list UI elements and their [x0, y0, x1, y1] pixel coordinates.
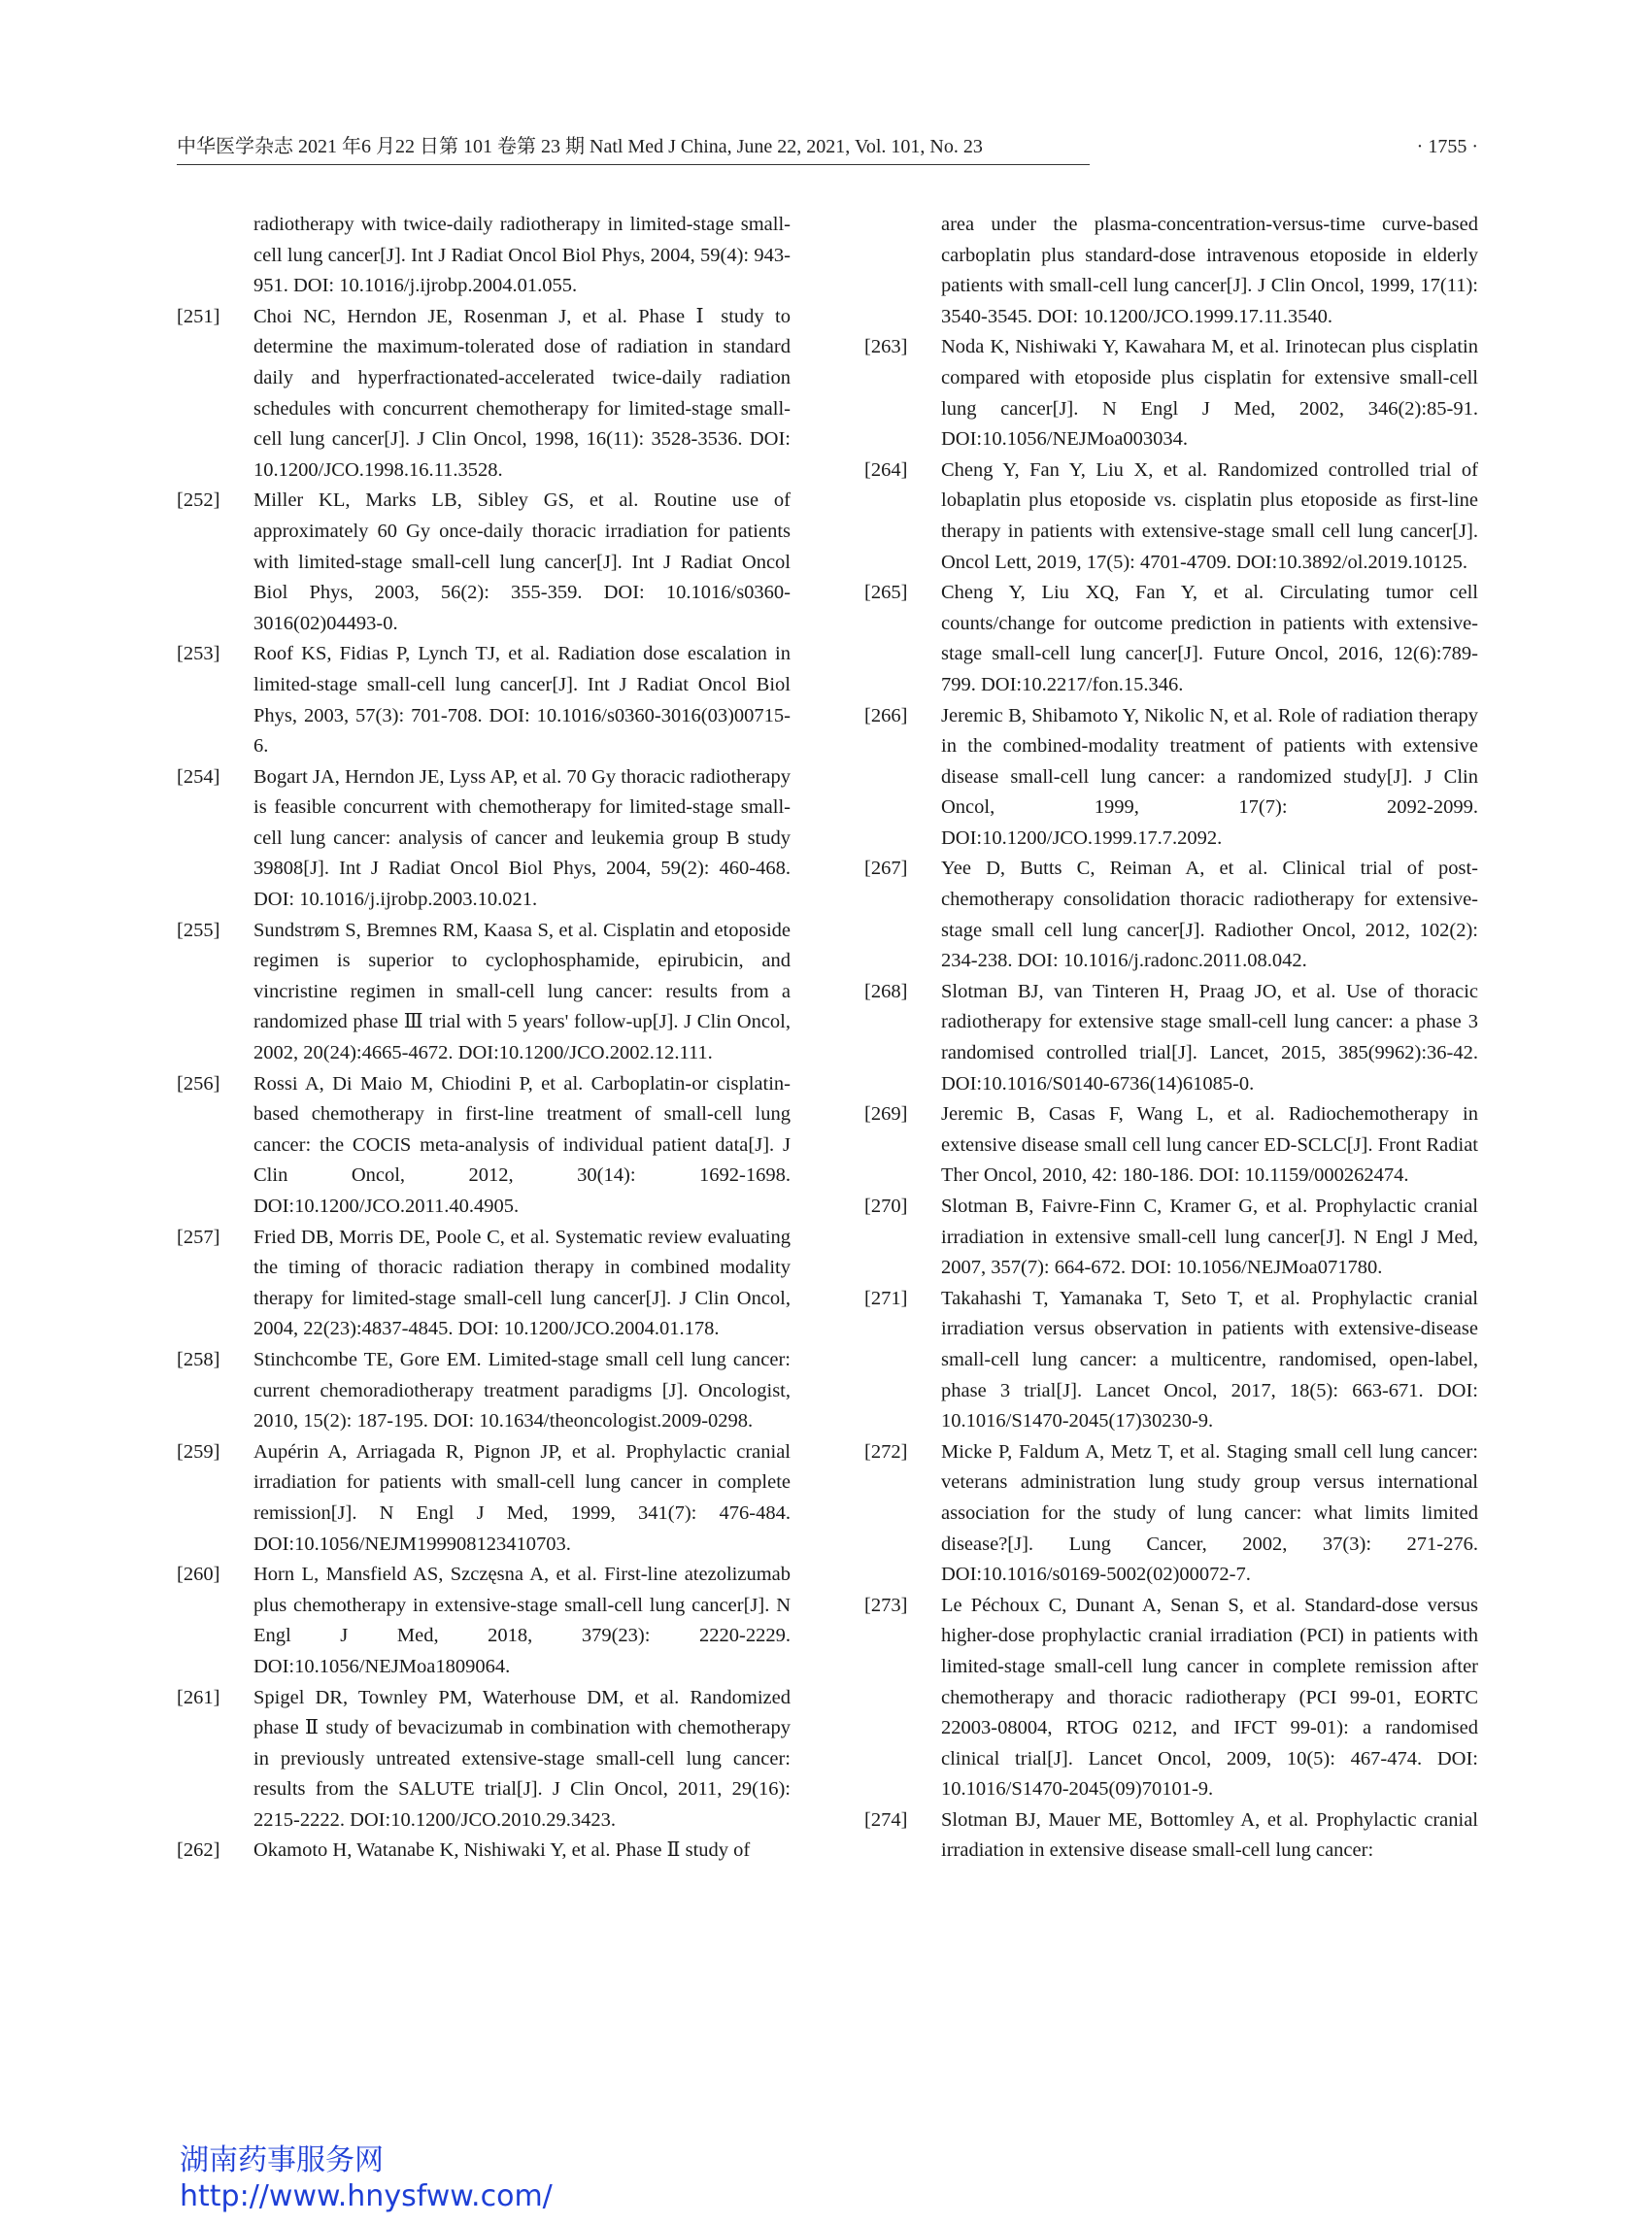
watermark-site-name: 湖南药事服务网: [180, 2143, 384, 2177]
reference-text: Aupérin A, Arriagada R, Pignon JP, et al. Prophylactic cranial irradiation for patients with small-cell lung cancer in complete remission[J]. N Engl J Med, 1999, 341(7): 476-484. DOI:10.1056/NEJM199908123410703.: [253, 1440, 791, 1555]
reference-entry: [864, 854, 1478, 976]
reference-text: Rossi A, Di Maio M, Chiodini P, et al. Carboplatin-or cisplatin-based chemotherapy in first-line treatment of small-cell lung cancer: the COCIS meta-analysis of individual patient data[J]. J Clin Oncol, 2012, 30(14): 1692-1698. DOI:10.1200/JCO.2011.40.4905.: [253, 1072, 791, 1217]
reference-number: [254]: [177, 765, 220, 788]
reference-text: Bogart JA, Herndon JE, Lyss AP, et al. 70 Gy thoracic radiotherapy is feasible concurrent with chemotherapy for limited-stage small-cell lung cancer: analysis of cancer and leukemia group B study 39808[J]. Int J Radiat Oncol Biol Phys, 2004, 59(2): 460-468. DOI: 10.1016/j.ijrobp.2003.10.021.: [253, 765, 791, 911]
reference-entry: [864, 1591, 1478, 1805]
right-reference-column: [864, 210, 1478, 1867]
reference-text: Slotman BJ, Mauer ME, Bottomley A, et al. Prophylactic cranial irradiation in extensive disease small-cell lung cancer:: [941, 1808, 1478, 1862]
reference-text: Jeremic B, Shibamoto Y, Nikolic N, et al. Role of radiation therapy in the combined-modality treatment of patients with extensive disease small-cell lung cancer: a randomized study[J]. J Clin Oncol, 1999, 17(7): 2092-2099. DOI:10.1200/JCO.1999.17.7.2092.: [941, 704, 1478, 849]
reference-text: Cheng Y, Liu XQ, Fan Y, et al. Circulating tumor cell counts/change for outcome prediction in patients with extensive-stage small-cell lung cancer[J]. Future Oncol, 2016, 12(6):789-799. DOI:10.2217/fon.15.346.: [941, 582, 1478, 695]
reference-text: Yee D, Butts C, Reiman A, et al. Clinical trial of post-chemotherapy consolidation thoracic radiotherapy for extensive-stage small cell lung cancer[J]. Radiother Oncol, 2012, 102(2): 234-238. DOI: 10.1016/j.radonc.2011.08.042.: [941, 858, 1478, 972]
reference-entry: [177, 1437, 791, 1560]
reference-entry: [864, 1284, 1478, 1437]
reference-number: [261]: [177, 1686, 220, 1708]
reference-number: [270]: [864, 1196, 908, 1217]
reference-number: [268]: [864, 980, 908, 1002]
reference-text: Okamoto H, Watanabe K, Nishiwaki Y, et al. Phase Ⅱ study of: [253, 1839, 751, 1862]
reference-entry: [177, 210, 791, 302]
reference-number: [260]: [177, 1564, 220, 1586]
reference-text: Takahashi T, Yamanaka T, Seto T, et al. Prophylactic cranial irradiation versus observation in patients with extensive-disease small-cell lung cancer: a multicentre, randomised, open-label, phase 3 trial[J]. Lancet Oncol, 2017, 18(5): 663-671. DOI: 10.1016/S1470-2045(17)30230-9.: [941, 1287, 1478, 1433]
reference-entry: [864, 578, 1478, 700]
reference-text: Fried DB, Morris DE, Poole C, et al. Systematic review evaluating the timing of thoracic radiation therapy in combined modality therapy for limited-stage small-cell lung cancer[J]. J Clin Oncol, 2004, 22(23):4837-4845. DOI: 10.1200/JCO.2004.01.178.: [253, 1226, 791, 1340]
reference-entry: [177, 1683, 791, 1837]
reference-entry: [864, 1437, 1478, 1591]
reference-number: [257]: [177, 1226, 220, 1248]
reference-entry: [864, 455, 1478, 578]
reference-number: [267]: [864, 858, 908, 880]
reference-text: Spigel DR, Townley PM, Waterhouse DM, et al. Randomized phase Ⅱ study of bevacizumab in combination with chemotherapy in previously untreated extensive-stage small-cell lung cancer: results from the SALUTE trial[J]. J Clin Oncol, 2011, 29(16): 2215-2222. DOI:10.1200/JCO.2010.29.3423.: [253, 1686, 791, 1831]
reference-text: Miller KL, Marks LB, Sibley GS, et al. Routine use of approximately 60 Gy once-daily thoracic irradiation for patients with limited-stage small-cell lung cancer[J]. Int J Radiat Oncol Biol Phys, 2003, 56(2): 355-359. DOI: 10.1016/s0360-3016(02)04493-0.: [253, 489, 791, 634]
reference-entry: [177, 1560, 791, 1682]
reference-text: Horn L, Mansfield AS, Szczęsna A, et al. First-line atezolizumab plus chemotherapy in extensive-stage small-cell lung cancer[J]. N Engl J Med, 2018, 379(23): 2220-2229. DOI:10.1056/NEJMoa1809064.: [253, 1564, 791, 1677]
reference-entry: [177, 916, 791, 1069]
reference-number: [262]: [177, 1839, 220, 1862]
reference-entry: [177, 1069, 791, 1223]
reference-entry: [864, 332, 1478, 455]
reference-entry: [177, 1223, 791, 1345]
reference-text: radiotherapy with twice-daily radiotherapy in limited-stage small-cell lung cancer[J]. Int J Radiat Oncol Biol Phys, 2004, 59(4): 943-951. DOI: 10.1016/j.ijrobp.2004.01.055.: [253, 214, 791, 297]
reference-number: [271]: [864, 1287, 908, 1309]
reference-entry: [177, 1836, 791, 1867]
watermark: [180, 2142, 553, 2214]
reference-entry: [864, 210, 1478, 332]
reference-number: [252]: [177, 489, 220, 512]
reference-entry: [177, 302, 791, 487]
watermark-url[interactable]: http://www.hnysfww.com/: [180, 2179, 553, 2213]
reference-text: Roof KS, Fidias P, Lynch TJ, et al. Radiation dose escalation in limited-stage small-cell lung cancer[J]. Int J Radiat Oncol Biol Phys, 2003, 57(3): 701-708. DOI: 10.1016/s0360-3016(03)00715-6.: [253, 643, 791, 758]
reference-entry: [864, 977, 1478, 1099]
reference-text: Choi NC, Herndon JE, Rosenman J, et al. Phase Ⅰ study to determine the maximum-tolerated dose of radiation in standard daily and hyperfractionated-accelerated twice-daily radiation schedules with concurrent chemotherapy for limited-stage small-cell lung cancer[J]. J Clin Oncol, 1998, 16(11): 3528-3536. DOI: 10.1200/JCO.1998.16.11.3528.: [253, 305, 791, 481]
reference-entry: [177, 1345, 791, 1437]
reference-number: [273]: [864, 1594, 908, 1616]
reference-entry: [864, 1099, 1478, 1192]
header-rule: [177, 164, 1090, 165]
reference-text: Slotman BJ, van Tinteren H, Praag JO, et al. Use of thoracic radiotherapy for extensive stage small-cell lung cancer: a phase 3 randomised controlled trial[J]. Lancet, 2015, 385(9962):36-42. DOI:10.1016/S0140-6736(14)61085-0.: [941, 980, 1478, 1095]
left-reference-column: [177, 210, 791, 1867]
reference-text: Cheng Y, Fan Y, Liu X, et al. Randomized controlled trial of lobaplatin plus etoposide vs. cisplatin plus etoposide as first-line therapy in patients with extensive-stage small cell lung cancer[J]. Oncol Lett, 2019, 17(5): 4701-4709. DOI:10.3892/ol.2019.10125.: [941, 458, 1478, 573]
reference-entry: [177, 486, 791, 639]
running-header: [177, 132, 1478, 165]
reference-text: Slotman B, Faivre-Finn C, Kramer G, et al. Prophylactic cranial irradiation in extensive small-cell lung cancer[J]. N Engl J Med, 2007, 357(7): 664-672. DOI: 10.1056/NEJMoa071780.: [941, 1196, 1478, 1279]
reference-number: [264]: [864, 458, 908, 481]
reference-number: [263]: [864, 336, 908, 358]
reference-text: Micke P, Faldum A, Metz T, et al. Staging small cell lung cancer: veterans administration lung study group versus international association for the study of lung cancer: what limits limited disease?[J]. Lung Cancer, 2002, 37(3): 271-276. DOI:10.1016/s0169-5002(02)00072-7.: [941, 1440, 1478, 1586]
reference-number: [253]: [177, 643, 220, 665]
reference-text: area under the plasma-concentration-versus-time curve-based carboplatin plus standard-dose intravenous etoposide in elderly patients with small-cell lung cancer[J]. J Clin Oncol, 1999, 17(11): 3540-3545. DOI: 10.1200/JCO.1999.17.11.3540.: [941, 214, 1478, 327]
reference-text: Le Péchoux C, Dunant A, Senan S, et al. Standard-dose versus higher-dose prophylactic cranial irradiation (PCI) in patients with limited-stage small-cell lung cancer in complete remission after chemotherapy and thoracic radiotherapy (PCI 99-01, EORTC 22003-08004, RTOG 0212, and IFCT 99-01): a randomised clinical trial[J]. Lancet Oncol, 2009, 10(5): 467-474. DOI: 10.1016/S1470-2045(09)70101-9.: [941, 1594, 1478, 1801]
reference-text: Noda K, Nishiwaki Y, Kawahara M, et al. Irinotecan plus cisplatin compared with etoposide plus cisplatin for extensive small-cell lung cancer[J]. N Engl J Med, 2002, 346(2):85-91. DOI:10.1056/NEJMoa003034.: [941, 336, 1478, 451]
reference-entry: [177, 762, 791, 916]
reference-entry: [864, 1192, 1478, 1284]
reference-number: [272]: [864, 1440, 908, 1463]
reference-number: [266]: [864, 704, 908, 726]
reference-entry: [864, 1805, 1478, 1867]
journal-citation: 中华医学杂志 2021 年6 月22 日第 101 卷第 23 期 Natl Med J China, June 22, 2021, Vol. 101, No. 23: [177, 136, 983, 157]
reference-entry: [864, 701, 1478, 855]
reference-number: [258]: [177, 1348, 220, 1370]
reference-text: Sundstrøm S, Bremnes RM, Kaasa S, et al. Cisplatin and etoposide regimen is superior to cyclophosphamide, epirubicin, and vincristine regimen in small-cell lung cancer: results from a randomized phase Ⅲ trial with 5 years' follow-up[J]. J Clin Oncol, 2002, 20(24):4665-4672. DOI:10.1200/JCO.2002.12.111.: [253, 919, 791, 1064]
reference-entry: [177, 639, 791, 761]
reference-number: [269]: [864, 1103, 908, 1126]
reference-text: Stinchcombe TE, Gore EM. Limited-stage small cell lung cancer: current chemoradiotherapy treatment paradigms [J]. Oncologist, 2010, 15(2): 187-195. DOI: 10.1634/theoncologist.2009-0298.: [253, 1348, 791, 1433]
reference-number: [251]: [177, 305, 220, 327]
reference-number: [259]: [177, 1440, 220, 1463]
reference-text: Jeremic B, Casas F, Wang L, et al. Radiochemotherapy in extensive disease small cell lung cancer ED-SCLC[J]. Front Radiat Ther Oncol, 2010, 42: 180-186. DOI: 10.1159/000262474.: [941, 1103, 1478, 1187]
reference-number: [274]: [864, 1808, 908, 1831]
reference-number: [265]: [864, 582, 908, 604]
reference-number: [256]: [177, 1072, 220, 1095]
reference-number: [255]: [177, 919, 220, 941]
page-number: · 1755 ·: [1416, 136, 1478, 157]
